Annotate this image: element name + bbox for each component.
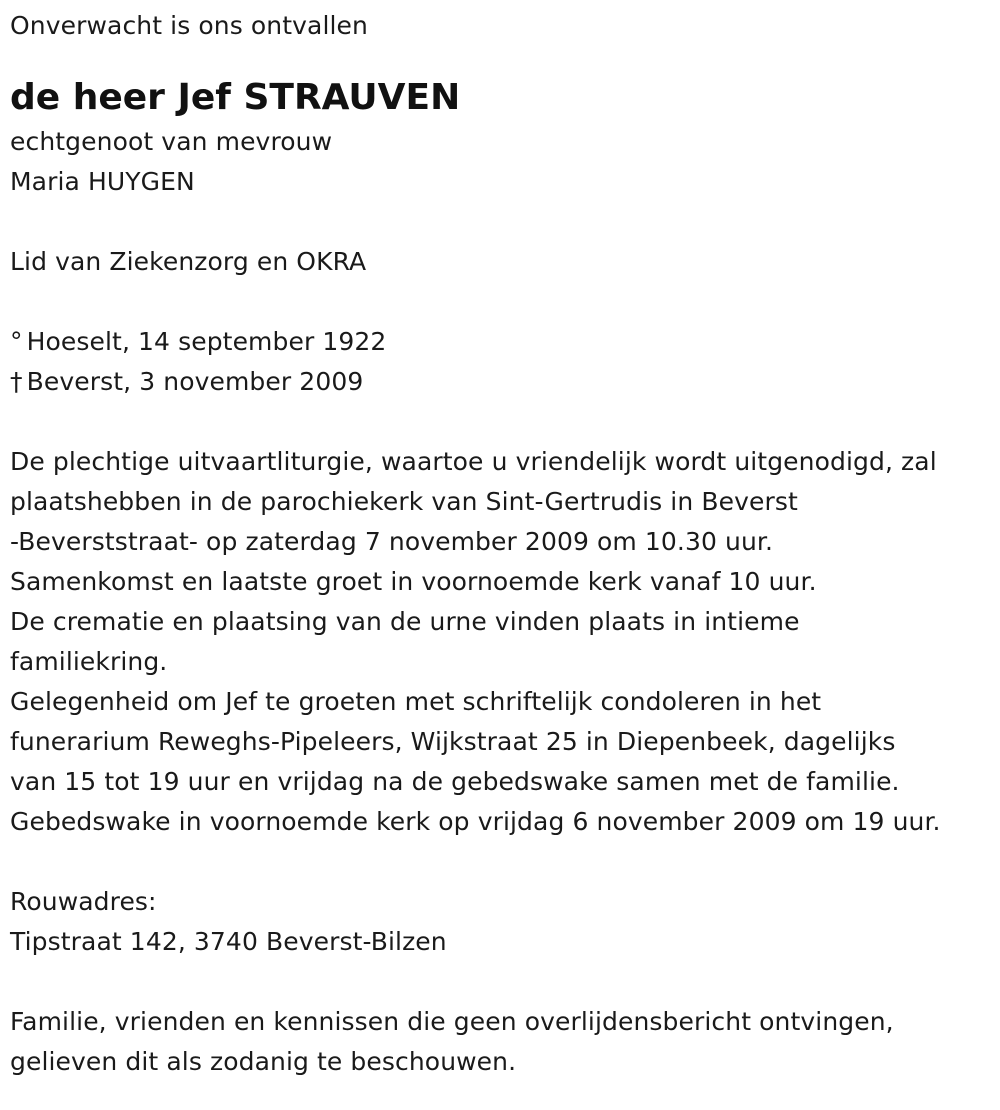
address-label: Rouwadres: xyxy=(10,887,157,916)
spouse-name: Maria HUYGEN xyxy=(10,167,195,196)
details-line: funerarium Reweghs-Pipeleers, Wijkstraat 25 in Diepenbeek, dagelijks xyxy=(10,727,896,756)
spacer xyxy=(10,962,995,1002)
details-line: Gebedswake in voornoemde kerk op vrijdag 6 november 2009 om 19 uur. xyxy=(10,807,941,836)
details-line: De crematie en plaatsing van de urne vinden plaats in intieme xyxy=(10,607,800,636)
details-line: plaatshebben in de parochiekerk van Sint-Gertrudis in Beverst xyxy=(10,487,798,516)
spacer xyxy=(10,282,995,322)
intro-text: Onverwacht is ons ontvallen xyxy=(10,11,368,40)
spacer xyxy=(10,402,995,442)
death-text: Beverst, 3 november 2009 xyxy=(26,367,364,396)
deceased-name: de heer Jef STRAUVEN xyxy=(10,77,461,118)
spacer xyxy=(10,202,995,242)
death-line xyxy=(10,362,995,402)
closing-line: Familie, vrienden en kennissen die geen overlijdensbericht ontvingen, xyxy=(10,1007,894,1036)
spouse-label: echtgenoot van mevrouw xyxy=(10,127,333,156)
details-line: Samenkomst en laatste groet in voornoemde kerk vanaf 10 uur. xyxy=(10,567,817,596)
death-notice xyxy=(10,6,995,1082)
membership-text: Lid van Ziekenzorg en OKRA xyxy=(10,247,367,276)
funeral-details xyxy=(10,442,995,842)
details-line: familiekring. xyxy=(10,647,168,676)
details-line: De plechtige uitvaartliturgie, waartoe u vriendelijk wordt uitgenodigd, zal xyxy=(10,447,937,476)
details-line: Gelegenheid om Jef te groeten met schriftelijk condoleren in het xyxy=(10,687,822,716)
birth-symbol: ° xyxy=(10,327,23,356)
closing-line: gelieven dit als zodanig te beschouwen. xyxy=(10,1047,517,1076)
details-line: van 15 tot 19 uur en vrijdag na de gebedswake samen met de familie. xyxy=(10,767,900,796)
spacer xyxy=(10,842,995,882)
details-line: -Beverststraat- op zaterdag 7 november 2009 om 10.30 uur. xyxy=(10,527,774,556)
cross-icon: † xyxy=(10,367,23,396)
birth-line xyxy=(10,322,995,362)
address-text: Tipstraat 142, 3740 Beverst-Bilzen xyxy=(10,927,447,956)
birth-text: Hoeselt, 14 september 1922 xyxy=(26,327,387,356)
